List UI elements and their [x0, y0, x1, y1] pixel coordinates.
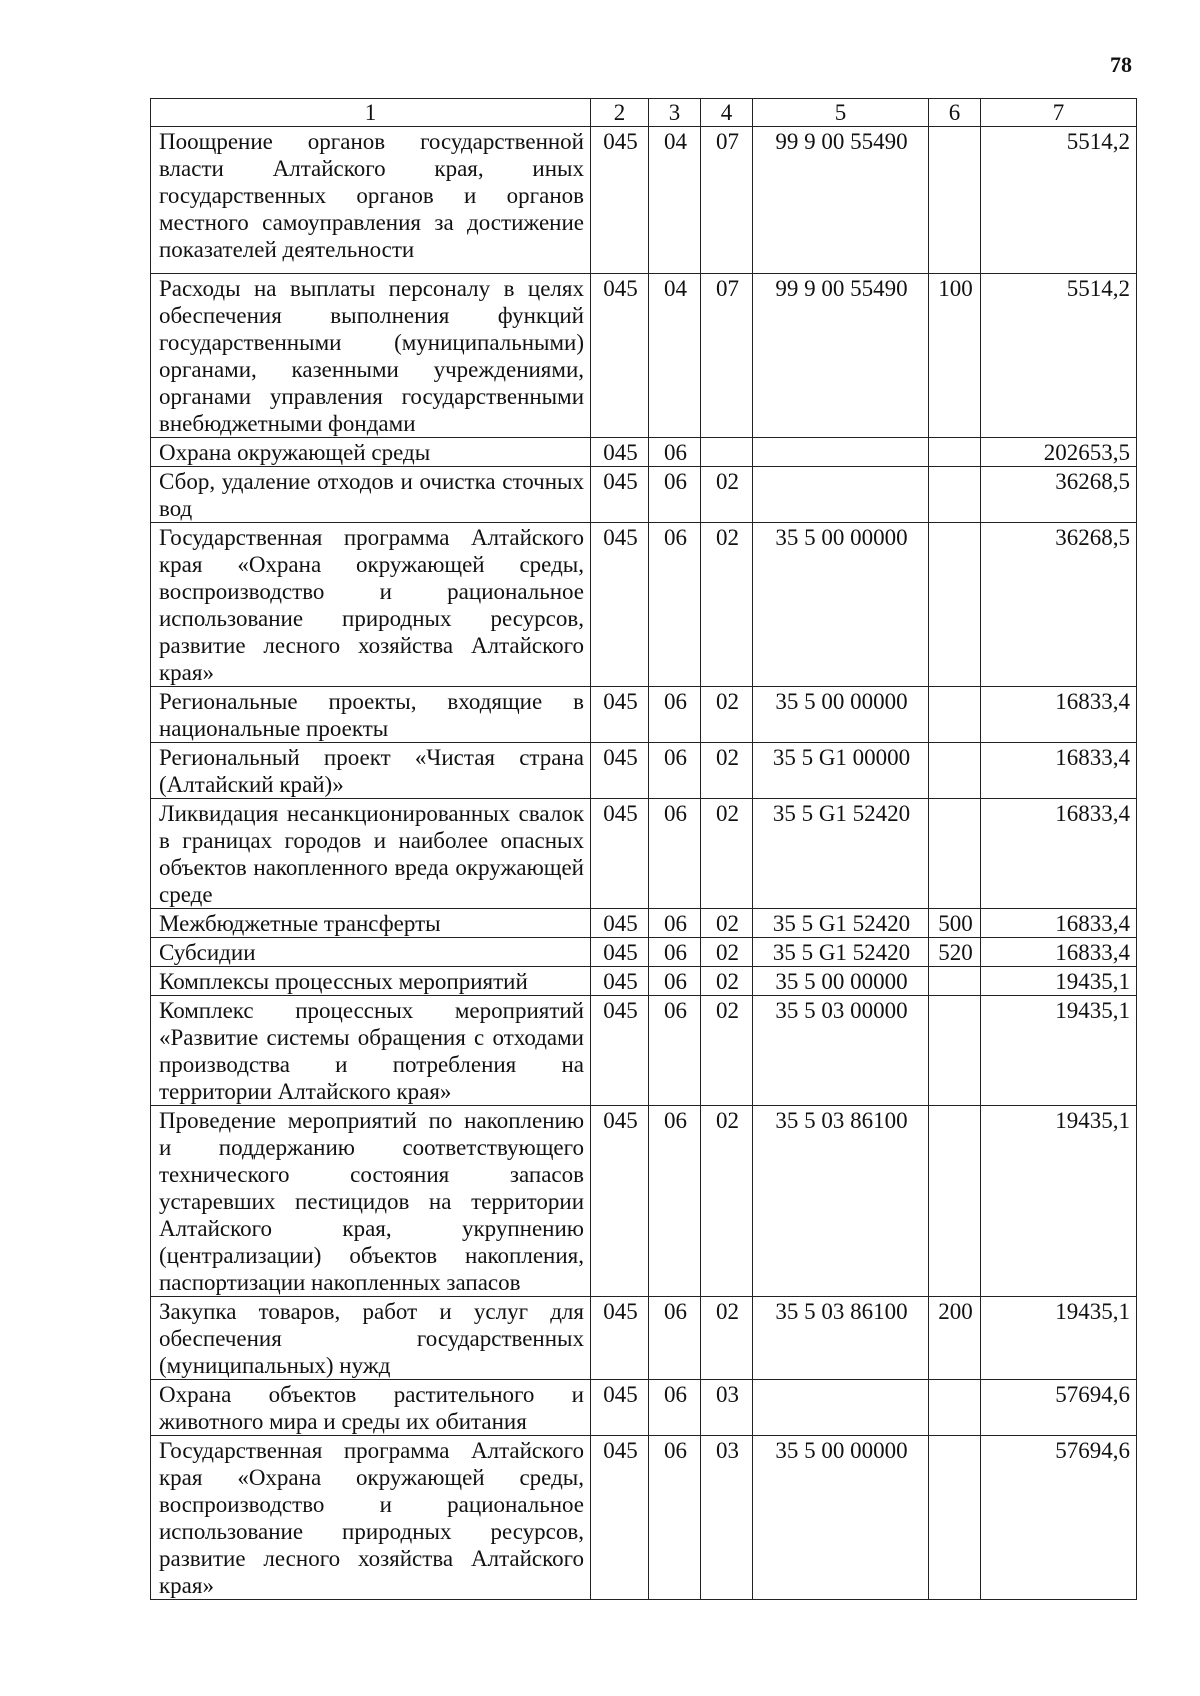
row-code-section: 06: [649, 1380, 701, 1436]
row-code-section: 06: [649, 799, 701, 909]
row-code-target: [753, 1380, 929, 1436]
row-amount: 57694,6: [981, 1380, 1137, 1436]
table-row: [151, 687, 1137, 743]
row-code-target: 35 5 G1 52420: [753, 938, 929, 967]
table-row: [151, 274, 1137, 438]
row-code-section: 06: [649, 1436, 701, 1600]
row-name: Государственная программа Алтайского края «Охрана окружающей среды, воспроизводство и рациональное использование природных ресурсов, развитие лесного хозяйства Алтайского края»: [151, 523, 591, 687]
row-code-admin: 045: [591, 996, 649, 1106]
row-code-expense-type: [929, 687, 981, 743]
row-name: Комплекс процессных мероприятий «Развитие системы обращения с отходами производства и потребления на территории Алтайского края»: [151, 996, 591, 1106]
row-amount: 57694,6: [981, 1436, 1137, 1600]
row-amount: 16833,4: [981, 799, 1137, 909]
row-code-target: 35 5 03 86100: [753, 1106, 929, 1297]
table-row: [151, 996, 1137, 1106]
row-code-subsection: 02: [701, 909, 753, 938]
row-code-admin: 045: [591, 467, 649, 523]
row-code-subsection: 02: [701, 687, 753, 743]
row-code-subsection: 02: [701, 938, 753, 967]
row-name: Региональные проекты, входящие в национальные проекты: [151, 687, 591, 743]
row-code-expense-type: [929, 799, 981, 909]
row-code-expense-type: [929, 996, 981, 1106]
row-code-section: 06: [649, 743, 701, 799]
row-code-section: 06: [649, 967, 701, 996]
row-amount: 19435,1: [981, 1297, 1137, 1380]
row-code-section: 06: [649, 438, 701, 467]
row-name: Сбор, удаление отходов и очистка сточных вод: [151, 467, 591, 523]
row-code-section: 06: [649, 938, 701, 967]
row-code-expense-type: [929, 1436, 981, 1600]
header-cell: 7: [981, 99, 1137, 127]
row-amount: 16833,4: [981, 743, 1137, 799]
page-number: 78: [1110, 52, 1132, 77]
row-code-target: 35 5 G1 00000: [753, 743, 929, 799]
row-name: Ликвидация несанкционированных свалок в границах городов и наиболее опасных объектов накопленного вреда окружающей среде: [151, 799, 591, 909]
row-code-subsection: 02: [701, 467, 753, 523]
header-cell: 4: [701, 99, 753, 127]
row-code-admin: 045: [591, 1380, 649, 1436]
row-name: Расходы на выплаты персоналу в целях обеспечения выполнения функций государственными (муниципальными) органами, казенными учреждениями, органами управления государственными внебюджетными фондами: [151, 274, 591, 438]
row-code-admin: 045: [591, 799, 649, 909]
row-code-subsection: [701, 438, 753, 467]
row-code-expense-type: [929, 1106, 981, 1297]
row-code-admin: 045: [591, 743, 649, 799]
row-code-subsection: 02: [701, 1106, 753, 1297]
row-code-section: 06: [649, 687, 701, 743]
row-code-admin: 045: [591, 967, 649, 996]
row-code-admin: 045: [591, 1436, 649, 1600]
row-code-target: 35 5 03 00000: [753, 996, 929, 1106]
row-code-subsection: 02: [701, 996, 753, 1106]
row-code-target: 35 5 G1 52420: [753, 909, 929, 938]
row-code-section: 06: [649, 523, 701, 687]
header-cell: 3: [649, 99, 701, 127]
table-row: [151, 799, 1137, 909]
table-row: [151, 1106, 1137, 1297]
row-name: Проведение мероприятий по накоплению и поддержанию соответствующего технического состояния запасов устаревших пестицидов на территории Алтайского края, укрупнению (централизации) объектов накопления, паспортизации накопленных запасов: [151, 1106, 591, 1297]
row-amount: 36268,5: [981, 467, 1137, 523]
row-code-admin: 045: [591, 438, 649, 467]
row-amount: 19435,1: [981, 996, 1137, 1106]
row-code-subsection: 07: [701, 127, 753, 274]
row-code-expense-type: [929, 467, 981, 523]
table-row: [151, 1436, 1137, 1600]
row-name: Региональный проект «Чистая страна (Алтайский край)»: [151, 743, 591, 799]
row-code-target: [753, 438, 929, 467]
row-code-admin: 045: [591, 274, 649, 438]
row-code-subsection: 03: [701, 1380, 753, 1436]
row-code-expense-type: [929, 967, 981, 996]
row-code-admin: 045: [591, 523, 649, 687]
row-code-target: 35 5 G1 52420: [753, 799, 929, 909]
row-code-expense-type: 100: [929, 274, 981, 438]
row-name: Охрана окружающей среды: [151, 438, 591, 467]
row-name: Комплексы процессных мероприятий: [151, 967, 591, 996]
row-code-section: 04: [649, 127, 701, 274]
row-code-subsection: 02: [701, 1297, 753, 1380]
header-row: [151, 99, 1137, 127]
row-code-section: 06: [649, 909, 701, 938]
row-amount: 16833,4: [981, 687, 1137, 743]
row-code-target: 99 9 00 55490: [753, 274, 929, 438]
row-code-admin: 045: [591, 687, 649, 743]
row-code-section: 06: [649, 996, 701, 1106]
row-name: Субсидии: [151, 938, 591, 967]
row-code-subsection: 03: [701, 1436, 753, 1600]
row-code-admin: 045: [591, 938, 649, 967]
row-amount: 16833,4: [981, 909, 1137, 938]
row-amount: 16833,4: [981, 938, 1137, 967]
row-name: Поощрение органов государственной власти Алтайского края, иных государственных органов и органов местного самоуправления за достижение показателей деятельности: [151, 127, 591, 274]
row-code-target: 35 5 00 00000: [753, 1436, 929, 1600]
row-code-admin: 045: [591, 909, 649, 938]
row-code-target: 99 9 00 55490: [753, 127, 929, 274]
row-name: Закупка товаров, работ и услуг для обеспечения государственных (муниципальных) нужд: [151, 1297, 591, 1380]
row-amount: 19435,1: [981, 967, 1137, 996]
header-cell: 5: [753, 99, 929, 127]
table-row: [151, 438, 1137, 467]
budget-table: [150, 98, 1137, 1600]
row-amount: 5514,2: [981, 274, 1137, 438]
row-code-expense-type: 500: [929, 909, 981, 938]
row-code-expense-type: [929, 523, 981, 687]
row-code-subsection: 07: [701, 274, 753, 438]
row-code-section: 06: [649, 1297, 701, 1380]
row-code-subsection: 02: [701, 967, 753, 996]
row-name: Охрана объектов растительного и животного мира и среды их обитания: [151, 1380, 591, 1436]
row-code-expense-type: [929, 127, 981, 274]
row-code-subsection: 02: [701, 743, 753, 799]
row-code-section: 04: [649, 274, 701, 438]
row-code-admin: 045: [591, 1106, 649, 1297]
table-row: [151, 1380, 1137, 1436]
row-amount: 5514,2: [981, 127, 1137, 274]
row-code-expense-type: [929, 1380, 981, 1436]
row-amount: 19435,1: [981, 1106, 1137, 1297]
row-code-subsection: 02: [701, 799, 753, 909]
row-code-subsection: 02: [701, 523, 753, 687]
table-row: [151, 743, 1137, 799]
row-code-expense-type: [929, 438, 981, 467]
row-name: Государственная программа Алтайского края «Охрана окружающей среды, воспроизводство и рациональное использование природных ресурсов, развитие лесного хозяйства Алтайского края»: [151, 1436, 591, 1600]
table-row: [151, 938, 1137, 967]
table-row: [151, 127, 1137, 274]
header-cell: 2: [591, 99, 649, 127]
row-code-section: 06: [649, 467, 701, 523]
row-name: Межбюджетные трансферты: [151, 909, 591, 938]
row-code-expense-type: 520: [929, 938, 981, 967]
table-row: [151, 909, 1137, 938]
row-amount: 36268,5: [981, 523, 1137, 687]
row-code-target: 35 5 00 00000: [753, 523, 929, 687]
row-code-expense-type: 200: [929, 1297, 981, 1380]
row-amount: 202653,5: [981, 438, 1137, 467]
row-code-target: 35 5 00 00000: [753, 967, 929, 996]
header-cell: 6: [929, 99, 981, 127]
row-code-admin: 045: [591, 127, 649, 274]
table-row: [151, 967, 1137, 996]
row-code-admin: 045: [591, 1297, 649, 1380]
header-cell: 1: [151, 99, 591, 127]
table-row: [151, 1297, 1137, 1380]
row-code-target: [753, 467, 929, 523]
table-row: [151, 523, 1137, 687]
table-row: [151, 467, 1137, 523]
row-code-expense-type: [929, 743, 981, 799]
row-code-target: 35 5 03 86100: [753, 1297, 929, 1380]
row-code-section: 06: [649, 1106, 701, 1297]
row-code-target: 35 5 00 00000: [753, 687, 929, 743]
